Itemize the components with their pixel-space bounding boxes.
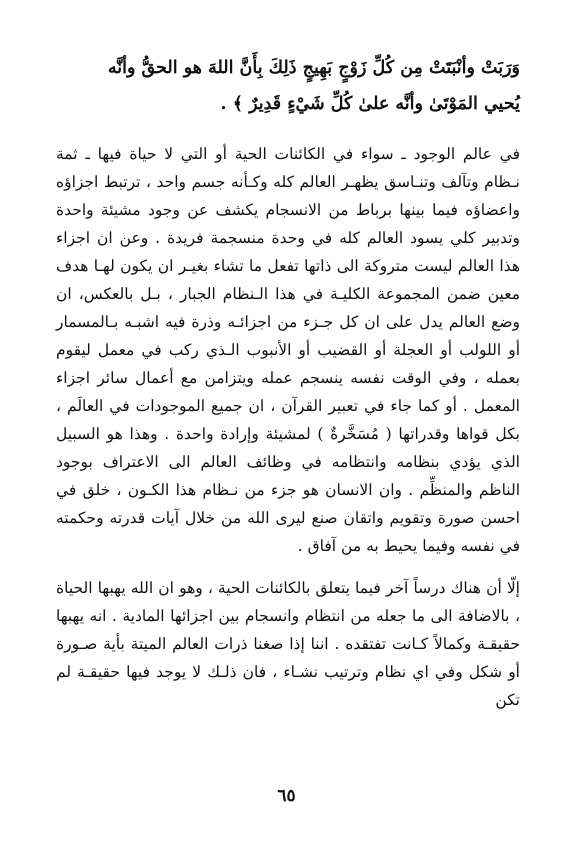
paragraph-1	[56, 140, 520, 560]
paragraph-2-text: إلّا أن هناك درساً آخر فيما يتعلق بالكائنات الحية ، وهو ان الله يهبها الحياة ، بالاضافة الى ما جعله من انتظام وانسجام بين اجزائها المادية . انه يهبها حقيقـة وكمالاً كـانت تفتقده . اننا إذا صغنا ذرات العالم الميتة بأية صـورة أو شكل وفي اي نظام وترتيب نشـاء ، فان ذلـك لا يوجد فيها حقيقـة لم تكن	[56, 579, 520, 709]
paragraph-1-text: في عالم الوجود ـ سواء في الكائنات الحية أو التي لا حياة فيها ـ ثمة نـظام وتآلف وتنـاسق يظهـر العالم كله وكـأنه جسم واحد ، ترتبط اجزاؤه واعضاؤه فيما بينها برباط من الانسجام يكشف عن وجود مشيئة واحدة وتدبير كلي يسود العالم كله في وحدة منسجمة فريدة . وعن ان اجزاء هذا العالم ليست متروكة الى ذاتها تفعل ما تشاء بغيـر ان يكون لهـا هدف معين ضمن المجموعة الكليـة في هذا الـنظام الجبار ، بـل بالعكس، ان وضع العالم يدل على ان كل جـزء من اجزائـه وذرة فيه اشبـه بـالمسمار أو اللولب أو العجلة أو القضيب أو الأنبوب الـذي ركب في معمل ليقوم بعمله ، وفي الوقت نفسه ينسجم عمله ويتزامن مع أعمال سائر اجزاء المعمل . أو كما جاء في تعبير القرآن ، ان جميع الموجودات في العالَم ، بكل قواها وقدراتها ( مُسَخَّرةٌ ) لمشيئة وإرادة واحدة . وهذا هو السبيل الذي يؤدي بنظامه وانتظامه في وظائف العالم الى الاعتراف بوجود الناظم والمنظِّم . وان الانسان هو جزء من نـظام هذا الكـون ، خلق في احسن صورة وتقويم واتقان صنع ليرى الله من خلال آيات قدرته وحكمته في نفسه وفيما يحيط به من آفاق .	[56, 145, 520, 555]
page-number: ٦٥	[277, 786, 296, 806]
quran-verse	[56, 50, 520, 122]
paragraph-2	[56, 574, 520, 714]
verse-line-2: يُحيي المَوْتَىٰ وأنَّه علىٰ كُلِّ شَيْءٍ قَدِيرٌ ﴾ .	[220, 94, 520, 114]
verse-line-1: وَرَبَتْ وأنْبَتَتْ مِن كُلِّ زَوْجٍ بَهِيجٍ ذَلِكَ بِأَنَّ اللهَ هو الحقُّ وأنَّه	[107, 58, 520, 78]
page-body	[56, 50, 520, 714]
